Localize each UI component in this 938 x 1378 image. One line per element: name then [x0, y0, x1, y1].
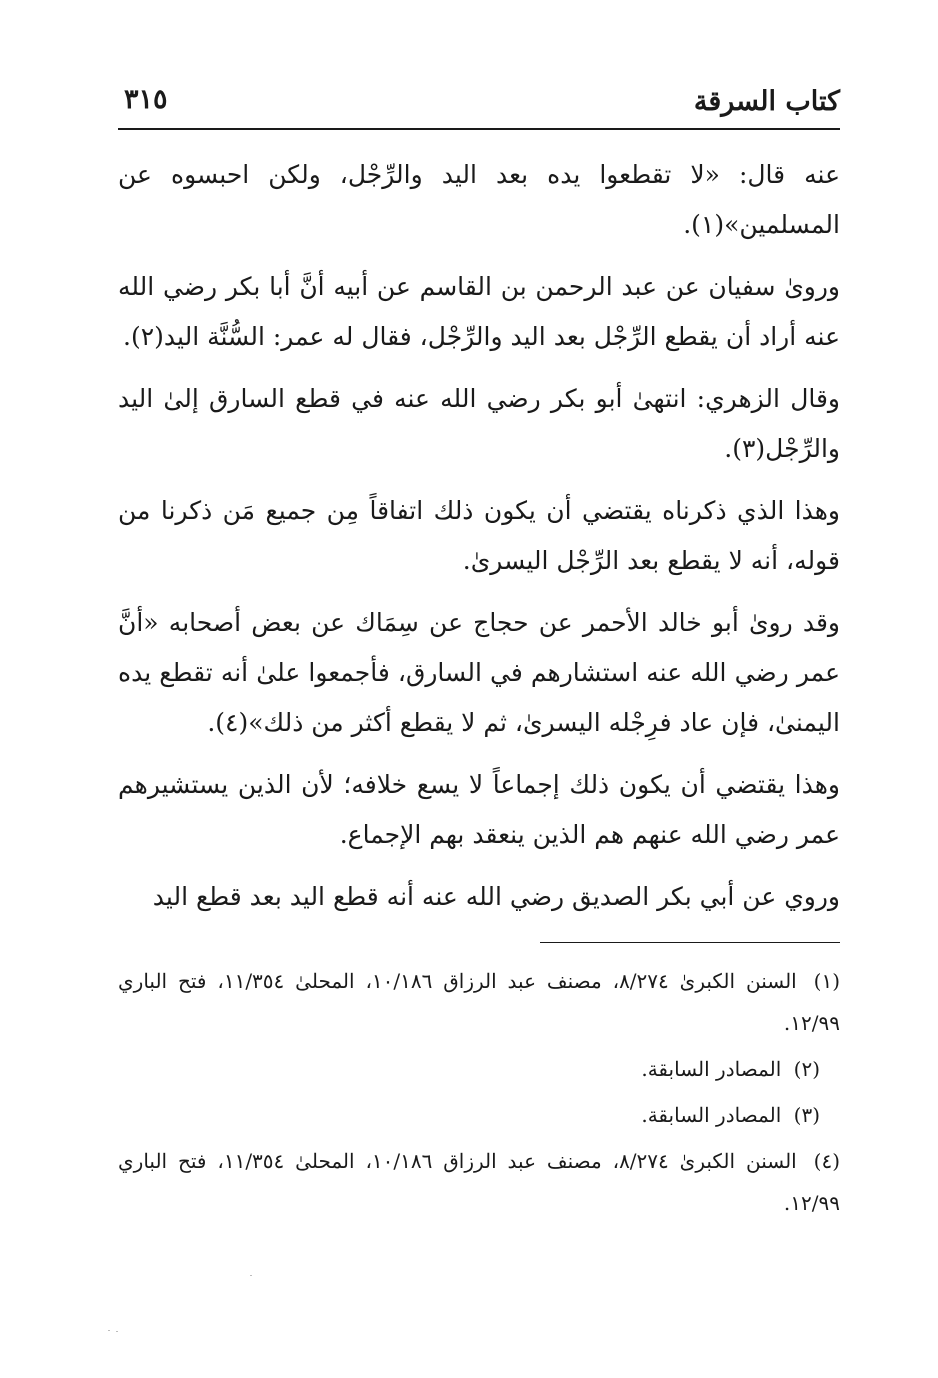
page-header [118, 80, 840, 130]
main-text [118, 150, 840, 934]
scan-speck [108, 1330, 110, 1331]
paragraph: وروىٰ سفيان عن عبد الرحمن بن القاسم عن أبيه أنَّ أبا بكر رضي الله عنه أراد أن يقطع الرِّجْل بعد اليد والرِّجْل، فقال له عمر: السُّنَّة اليد(٢). [118, 272, 840, 351]
footnotes [118, 960, 840, 1228]
footnote [118, 960, 840, 1044]
paragraph: وروي عن أبي بكر الصديق رضي الله عنه أنه قطع اليد بعد قطع اليد [152, 882, 840, 911]
footnote-number: (٣) [793, 1103, 820, 1127]
paragraph: وقال الزهري: انتهىٰ أبو بكر رضي الله عنه في قطع السارق إلىٰ اليد والرِّجْل(٣). [118, 384, 840, 463]
running-title: كتاب السرقة [693, 86, 840, 117]
footnote-text: السنن الكبرىٰ ٨/٢٧٤، مصنف عبد الرزاق ١٠/١٨٦، المحلىٰ ١١/٣٥٤، فتح الباري ١٢/٩٩. [118, 1149, 840, 1215]
footnote-text: المصادر السابقة. [641, 1057, 782, 1081]
footnote-text: السنن الكبرىٰ ٨/٢٧٤، مصنف عبد الرزاق ١٠/١٨٦، المحلىٰ ١١/٣٥٤، فتح الباري ١٢/٩٩. [118, 969, 840, 1035]
page-number: ٣١٥ [124, 84, 168, 115]
paragraph: عنه قال: «لا تقطعوا يده بعد اليد والرِّجْل، ولكن احبسوه عن المسلمين»(١). [118, 160, 840, 239]
paragraph: وهذا الذي ذكرناه يقتضي أن يكون ذلك اتفاقاً مِن جميع مَن ذكرنا من قوله، أنه لا يقطع بعد الرِّجْل اليسرىٰ. [118, 496, 840, 575]
paragraph: وقد روىٰ أبو خالد الأحمر عن حجاج عن سِمَاك عن بعض أصحابه «أنَّ عمر رضي الله عنه استشارهم في السارق، فأجمعوا علىٰ أنه تقطع يده اليمنىٰ، فإن عاد فرِجْله اليسرىٰ، ثم لا يقطع أكثر من ذلك»(٤). [118, 608, 840, 737]
footnote-number: (٢) [793, 1057, 820, 1081]
footnote-number: (١) [813, 969, 840, 993]
footnote-text: المصادر السابقة. [641, 1103, 782, 1127]
footnote-divider [540, 942, 840, 943]
footnote [118, 1094, 840, 1136]
footnote [118, 1140, 840, 1224]
footnote [118, 1048, 840, 1090]
paragraph: وهذا يقتضي أن يكون ذلك إجماعاً لا يسع خلافه؛ لأن الذين يستشيرهم عمر رضي الله عنهم هم الذين ينعقد بهم الإجماع. [118, 770, 840, 849]
scan-speck [116, 1331, 118, 1332]
footnote-number: (٤) [813, 1149, 840, 1173]
scan-speck [250, 1275, 252, 1276]
